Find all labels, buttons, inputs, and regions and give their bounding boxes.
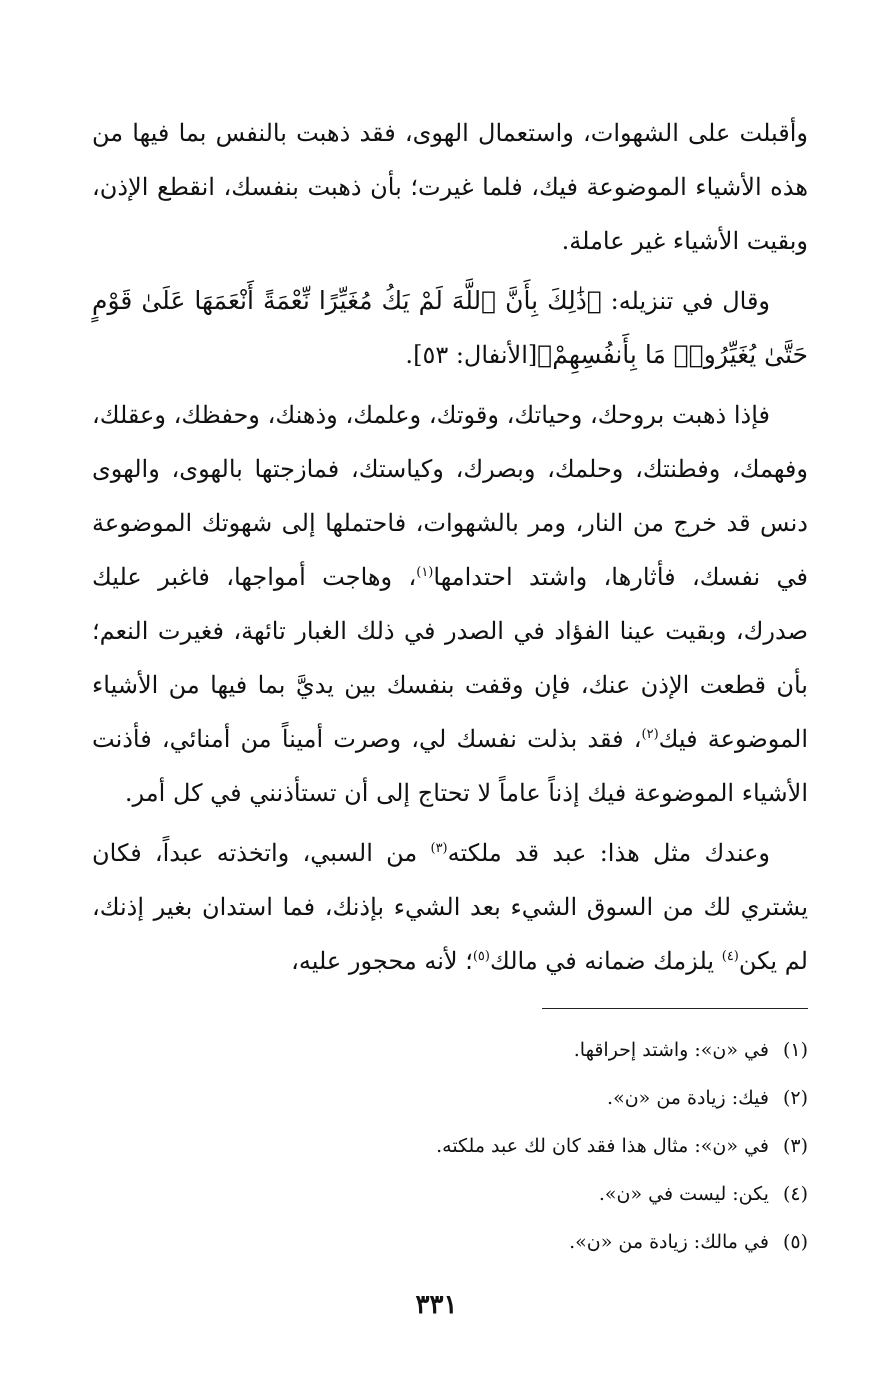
footnote-text: في «ن»: مثال هذا فقد كان لك عبد ملكته. [436, 1135, 769, 1157]
footnote-5 [92, 1218, 808, 1266]
paragraph-4 [92, 826, 808, 988]
footnote-number: (٣) [782, 1135, 808, 1157]
footnote-2 [92, 1074, 808, 1122]
footnotes-list [92, 1026, 808, 1266]
paragraph-4-text-1: وعندك مثل هذا: عبد قد ملكته [447, 839, 770, 867]
footnote-text: في مالك: زيادة من «ن». [569, 1231, 769, 1253]
footnote-ref-4[interactable]: (٤) [721, 949, 739, 964]
footnote-ref-5[interactable]: (٥) [472, 949, 490, 964]
verse-citation: [الأنفال: ٥٣] [413, 341, 538, 369]
footnote-4 [92, 1170, 808, 1218]
paragraph-2-end: . [405, 341, 414, 369]
footnote-text: يكن: ليست في «ن». [598, 1183, 769, 1205]
footnote-number: (١) [782, 1039, 808, 1061]
footnote-1 [92, 1026, 808, 1074]
footnote-ref-1[interactable]: (١) [416, 565, 434, 580]
paragraph-3 [92, 388, 808, 820]
paragraph-1 [92, 106, 808, 268]
paragraph-4-text-4: ؛ لأنه محجور عليه، [291, 947, 473, 975]
quran-intro: وقال في تنزيله: [601, 287, 771, 315]
quran-verse: ﴿ذَٰلِكَ بِأَنَّ ٱللَّهَ لَمْ يَكُ مُغَيِّرًا نِّعْمَةً أَنْعَمَهَا عَلَىٰ قَوْمٍ حَتَّىٰ يُغَيِّرُوا۟ مَا بِأَنفُسِهِمْ﴾ [92, 286, 808, 369]
footnote-number: (٤) [782, 1183, 808, 1205]
paragraph-3-text-2: ، وهاجت أمواجها، فاغبر عليك صدرك، وبقيت عينا الفؤاد في الصدر في ذلك الغبار تائهة، فغيرت النعم؛ بأن قطعت الإذن عنك، فإن وقفت بنفسك بين يديَّ بما فيها من الأشياء الموضوعة فيك [92, 563, 808, 753]
footnote-number: (٢) [782, 1087, 808, 1109]
paragraph-4-text-2: من السبي، واتخذته عبداً، فكان يشتري لك من السوق الشيء بعد الشيء بإذنك، فما استدان بغير إذنك، لم يكن [92, 839, 808, 975]
footnote-ref-3[interactable]: (٣) [430, 841, 448, 856]
footnote-text: في «ن»: واشتد إحراقها. [573, 1039, 769, 1061]
main-text [92, 106, 808, 994]
paragraph-3-text-3: ، فقد بذلت نفسك لي، وصرت أميناً من أمنائي، فأذنت الأشياء الموضوعة فيك إذناً عاماً لا تحتاج إلى أن تستأذنني في كل أمر. [92, 725, 808, 807]
paragraph-3-text-1: فإذا ذهبت بروحك، وحياتك، وقوتك، وعلمك، وذهنك، وحفظك، وعقلك، وفهمك، وفطنتك، وحلمك، وبصرك، وكياستك، فمازجتها بالهوى، والهوى دنس قد خرج من النار، ومر بالشهوات، فاحتملها إلى شهوتك الموضوعة في نفسك، فأثارها، واشتد احتدامها [92, 401, 808, 591]
footnote-3 [92, 1122, 808, 1170]
footnote-number: (٥) [782, 1231, 808, 1253]
paragraph-1-text: وأقبلت على الشهوات، واستعمال الهوى، فقد ذهبت بالنفس بما فيها من هذه الأشياء الموضوعة فيك، فلما غيرت؛ بأن ذهبت بنفسك، انقطع الإذن، وبقيت الأشياء غير عاملة. [92, 119, 808, 255]
paragraph-4-text-3: يلزمك ضمانه في مالك [489, 947, 722, 975]
page-number: ٣٣١ [415, 1290, 458, 1320]
footnote-ref-2[interactable]: (٢) [641, 727, 659, 742]
footnote-text: فيك: زيادة من «ن». [607, 1087, 769, 1109]
footnote-divider [542, 1008, 808, 1009]
paragraph-2 [92, 274, 808, 382]
